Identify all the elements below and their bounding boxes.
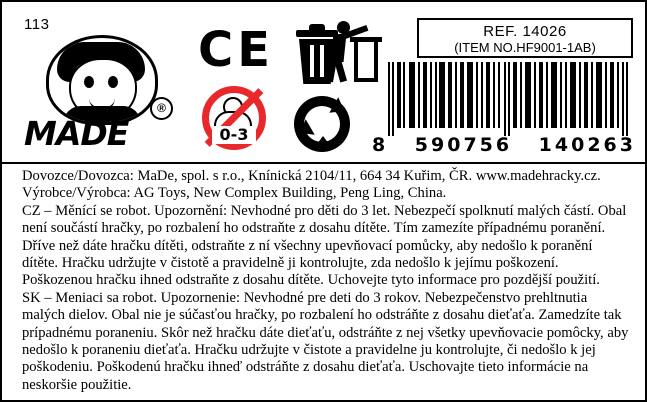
boy-face-icon xyxy=(46,35,158,125)
brand-wordmark: MADE xyxy=(24,114,129,153)
no-children-under-3-icon xyxy=(194,86,282,152)
made-logo xyxy=(24,35,184,153)
barcode-digits xyxy=(370,134,638,156)
reference-box xyxy=(417,18,633,58)
label-text-block xyxy=(22,168,630,394)
distributor-text: Dovozce/Dovozca: MaDe, spol. s r.o., Knínická 2104/11, 664 34 Kuřim, ČR. www.madehracky.cz. Výrobce/Výrobca: AG Toys, New Complex Building, Peng Ling, China. xyxy=(22,168,601,202)
eye-right xyxy=(108,76,118,88)
barcode-left-group: 590756 xyxy=(414,134,513,156)
barcode xyxy=(370,62,638,158)
item-number: (ITEM NO.HF9001-1AB) xyxy=(454,40,596,55)
barcode-bars xyxy=(388,62,634,136)
barcode-lead-digit: 8 xyxy=(372,134,389,156)
ce-mark-icon: CE xyxy=(198,22,275,78)
age-range-label: 0-3 xyxy=(212,126,256,144)
symbols-row xyxy=(2,2,645,160)
tidyman-leg-right xyxy=(334,58,347,82)
recycle-arrow-3 xyxy=(314,136,332,148)
barcode-right-group: 140263 xyxy=(538,134,636,156)
registered-trademark-icon: ® xyxy=(150,97,173,120)
horizontal-divider xyxy=(2,162,645,164)
recycle-mobius-icon xyxy=(294,96,354,154)
czech-warning-text: CZ – Měnící se robot. Upozornění: Nevhodné pro děti do 3 let. Nebezpečí spolknutí malých částí. Obal není součástí hračky, po rozbalení ho odstraňte z dosahu dítěte. Tím zamezíte případnému poranění. Dříve než dáte hračku dítěti, odstraňte z ní všechny upevňovací pomůcky, aby nedošlo k poranění dítěte. Hračku udržujte v čistotě a pravidelně ji kontrolujte, zda nedošlo k jejímu poškození. Poškozenou hračku ihned odstraňte z dosahu dítěte. Uchovejte tyto informace pro pozdější použití. xyxy=(22,202,627,289)
slovak-warning-text: SK – Meniaci sa robot. Upozornenie: Nevhodné pre deti do 3 rokov. Nebezpečenstvo prehltnutia malých dielov. Obal nie je súčasťou hračky, po rozbalení ho odstráňte z dosahu dieťaťa. Zamedzíte tak prípadnému poraneniu. Skôr než hračku dáte dieťaťu, odstráňte z nej všetky upevňovacie pomôcky, aby nedošlo k poraneniu dieťaťa. Hračku udržujte v čistote a pravidelne ju kontrolujte, či nedošlo k jej poškodeniu. Poškodenú hračku ihneď odstráňte z dosahu dieťaťa. Uschovajte tieto informácie na neskoršie použitie. xyxy=(22,289,629,393)
reference-number: REF. 14026 xyxy=(483,23,567,40)
eye-left xyxy=(84,76,94,88)
page-number: 113 xyxy=(24,16,50,33)
